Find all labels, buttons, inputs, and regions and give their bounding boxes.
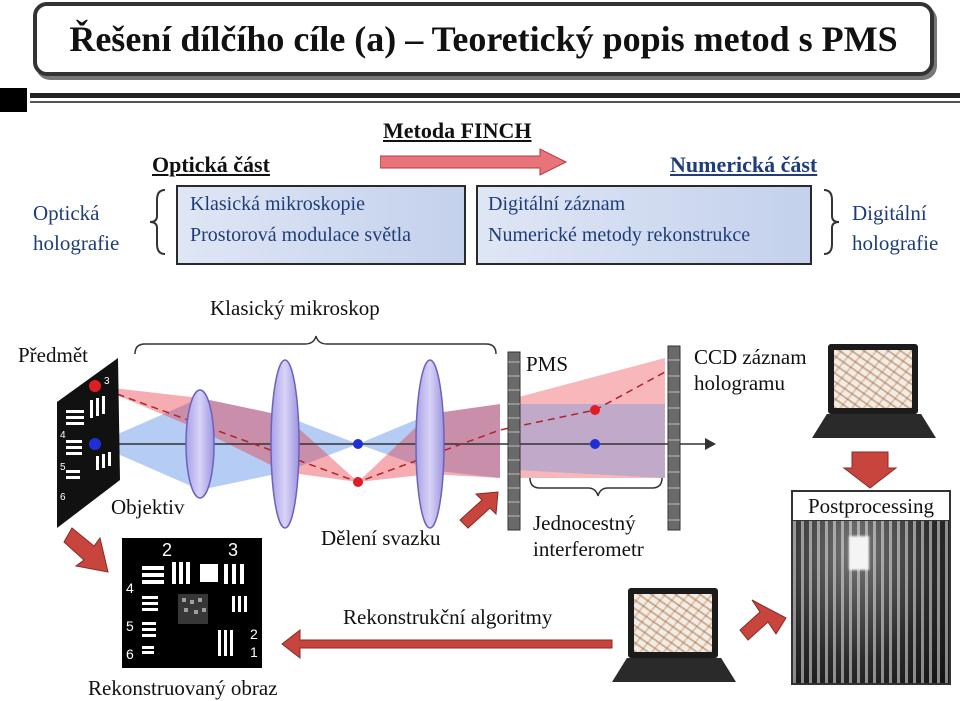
digital-holography-label: Digitální holografie [852,201,939,255]
microscope-label: Klasický mikroskop [210,296,380,320]
target-number: 4 [60,430,66,441]
interferometer-brace [530,478,662,496]
optical-box-item: Prostorová modulace světla [190,224,412,246]
focus-point-blue [353,439,363,449]
arrow-down [844,452,896,488]
lens-3 [416,360,444,528]
target-number: 2 [250,626,258,642]
ccd-label: CCD záznam hologramu [694,345,807,395]
arrow-reconstruction [282,630,612,658]
arrow-objective [64,528,108,572]
object-point-red [89,380,101,392]
focus-point-red [353,477,363,487]
ccd-sensor [668,346,680,530]
interferometer-label: Jednocestný interferometr [533,511,644,561]
arrow-left-up [740,600,786,640]
numerical-box-item: Numerické metody rekonstrukce [488,224,751,246]
target-number: 2 [162,540,173,560]
target-number: 3 [104,376,110,387]
axis-arrowhead [705,438,716,450]
object-label: Předmět [18,343,88,367]
target-number: 5 [126,618,134,634]
bright-spot [849,536,869,570]
target-number: 6 [126,646,134,662]
target-number: 6 [60,492,66,503]
optical-box-item: Klasická mikroskopie [190,193,365,215]
hologram-screen [634,594,712,652]
microscope-brace [135,336,496,354]
laptop-reconstruction [612,588,736,686]
laptop-hologram [812,344,936,442]
hologram-point-blue [590,439,600,449]
laptop-screen-frame [828,344,918,414]
postprocessing-label: Postprocessing [793,492,949,521]
postprocessing-image [791,490,951,685]
optical-holography-label: Optická holografie [33,201,120,255]
numerical-part-label: Numerická část [670,152,818,177]
reconstructed-image [122,538,262,668]
target-number: 5 [60,462,66,473]
objective-label: Objektiv [111,495,185,519]
hologram-screen [834,350,912,408]
reconstructed-target-bars [122,538,262,668]
laptop-keyboard [612,658,736,682]
object-point-blue [89,438,101,450]
laptop-screen-frame [628,588,718,658]
optical-part-label: Optická část [152,152,270,177]
numerical-box-item: Digitální záznam [488,193,626,215]
reconstructed-image-label: Rekonstruovaný obraz [88,676,278,700]
pms-element [508,352,520,530]
laptop-keyboard [812,414,936,438]
page-title: Řešení dílčího cíle (a) – Teoretický popis metod s PMS [69,19,898,59]
pms-label: PMS [526,352,569,376]
lens-2 [271,360,299,528]
method-label: Metoda FINCH [383,118,532,143]
lens-objective [186,390,214,498]
reconstruction-algorithms-label: Rekonstrukční algoritmy [343,605,553,629]
target-number: 1 [250,644,258,660]
hologram-point-red [590,405,600,415]
arrow-beam-split [460,492,498,528]
beam-split-label: Dělení svazku [321,526,441,550]
blue-beam-after-pms [515,404,665,478]
target-number: 4 [126,580,134,596]
target-number: 3 [228,540,239,560]
